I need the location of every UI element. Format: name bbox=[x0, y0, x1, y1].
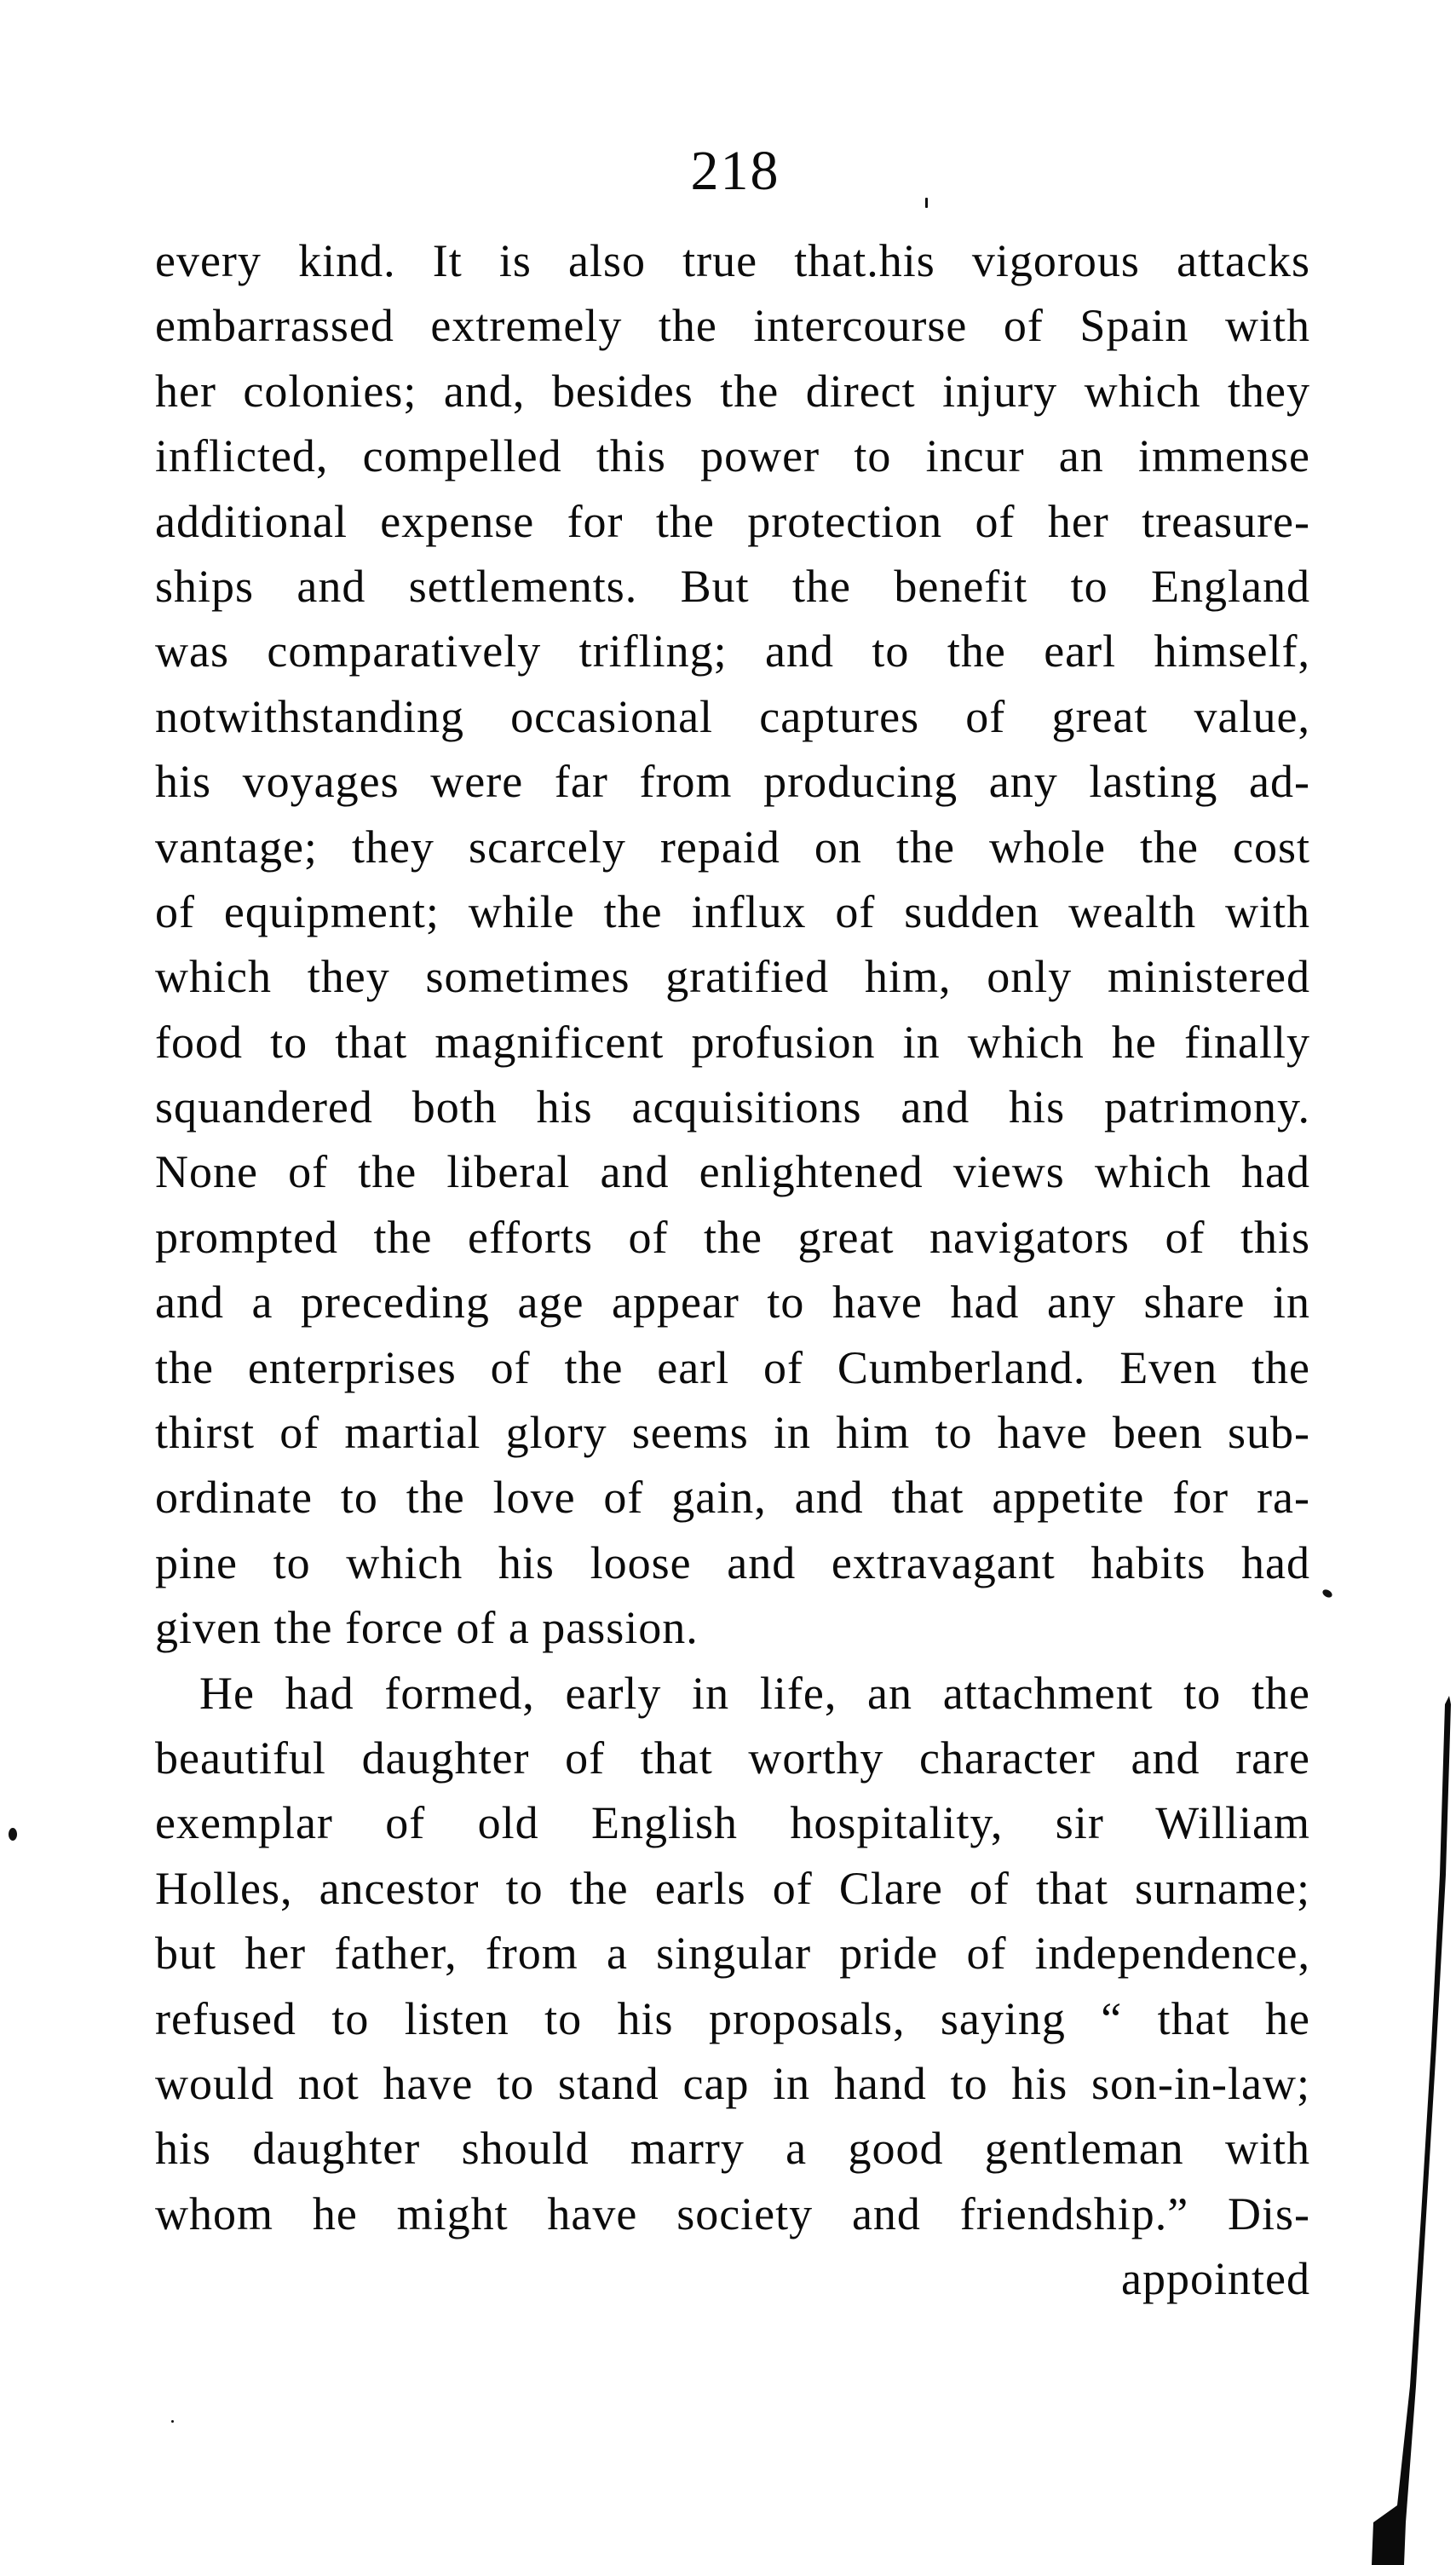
text-line: ships and settlements. But the benefit to England bbox=[155, 560, 1310, 612]
text-line: and a preceding age appear to have had any share in bbox=[155, 1277, 1310, 1329]
text-line: prompted the efforts of the great navigators of this bbox=[155, 1211, 1310, 1263]
text-line: food to that magnificent profusion in which he finally bbox=[155, 1016, 1310, 1068]
text-line: embarrassed extremely the intercourse of Spain with bbox=[155, 300, 1310, 352]
body-text bbox=[155, 228, 1310, 2312]
paragraph-start-line: He had formed, early in life, an attachment to the bbox=[199, 1667, 1310, 1719]
text-line: the enterprises of the earl of Cumberland. Even the bbox=[155, 1341, 1310, 1393]
text-line: but her father, from a singular pride of independence, bbox=[155, 1928, 1310, 1980]
text-line: which they sometimes gratified him, only ministered bbox=[155, 951, 1310, 1003]
text-line: Holles, ancestor to the earls of Clare of that surname; bbox=[155, 1862, 1310, 1914]
text-line: squandered both his acquisitions and his patrimony. bbox=[155, 1081, 1310, 1133]
scan-speck bbox=[1321, 1588, 1333, 1600]
text-line: would not have to stand cap in hand to his son-in-law; bbox=[155, 2057, 1310, 2109]
text-line: None of the liberal and enlightened views which had bbox=[155, 1146, 1310, 1198]
scan-speck bbox=[925, 198, 928, 208]
text-line: refused to listen to his proposals, saying “ that he bbox=[155, 1992, 1310, 2044]
text-line: of equipment; while the influx of sudden wealth with bbox=[155, 885, 1310, 937]
text-line: beautiful daughter of that worthy character and rare bbox=[155, 1732, 1310, 1784]
text-line: his daughter should marry a good gentleman with bbox=[155, 2123, 1310, 2175]
text-line: pine to which his loose and extravagant habits had bbox=[155, 1536, 1310, 1588]
catchword: appointed bbox=[1121, 2253, 1310, 2305]
scan-speck bbox=[171, 2420, 174, 2423]
text-line: every kind. It is also true that.his vigorous attacks bbox=[155, 235, 1310, 286]
text-line: vantage; they scarcely repaid on the whole the cost bbox=[155, 821, 1310, 873]
text-line: additional expense for the protection of her treasure- bbox=[155, 495, 1310, 547]
text-line: inflicted, compelled this power to incur an immense bbox=[155, 430, 1310, 482]
text-line: was comparatively trifling; and to the earl himself, bbox=[155, 625, 1310, 677]
scan-speck bbox=[9, 1828, 17, 1841]
paragraph-end-line: given the force of a passion. bbox=[155, 1602, 699, 1654]
text-line: thirst of martial glory seems in him to have been sub- bbox=[155, 1407, 1310, 1459]
text-line: notwithstanding occasional captures of great value, bbox=[155, 690, 1310, 742]
text-line: exemplar of old English hospitality, sir William bbox=[155, 1797, 1310, 1849]
page-number: 218 bbox=[690, 140, 780, 202]
text-line: whom he might have society and friendship.” Dis- bbox=[155, 2187, 1310, 2239]
text-line: his voyages were far from producing any lasting ad- bbox=[155, 756, 1310, 808]
text-line: ordinate to the love of gain, and that appetite for ra- bbox=[155, 1472, 1310, 1524]
text-line: her colonies; and, besides the direct injury which they bbox=[155, 365, 1310, 417]
